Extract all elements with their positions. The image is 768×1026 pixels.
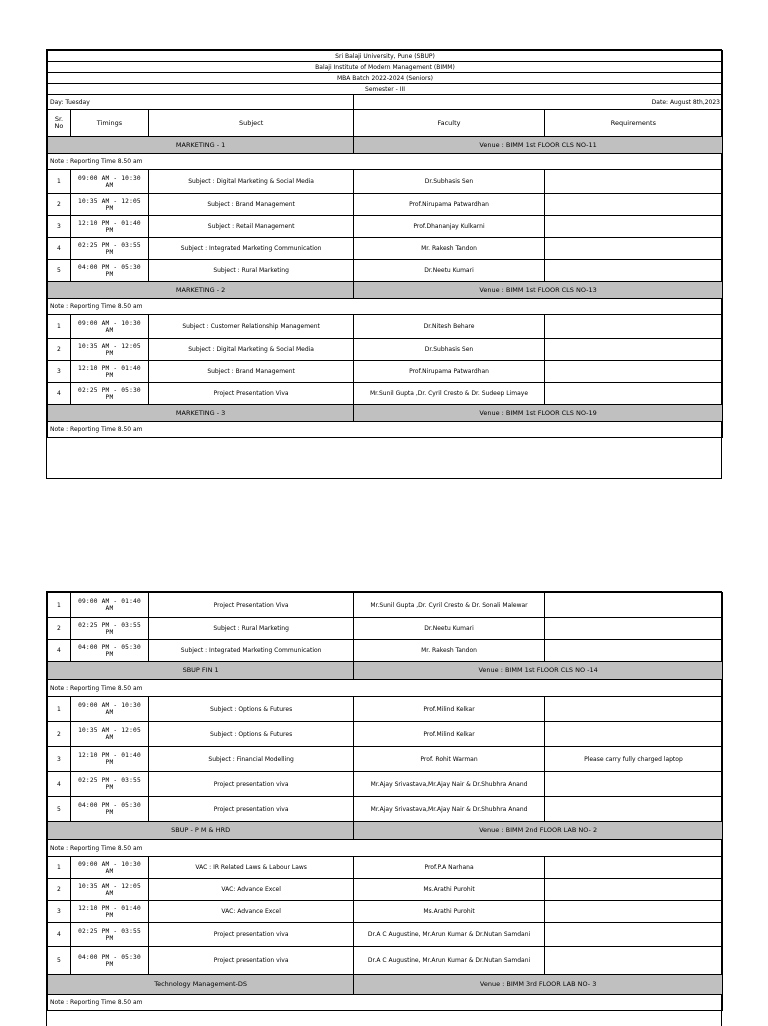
table-row [48, 383, 723, 405]
sr-cell: 4 [48, 238, 71, 260]
section-header-row [48, 282, 723, 299]
requirements-cell [544, 879, 722, 901]
faculty-cell: Prof.Dhananjay Kulkarni [354, 216, 545, 238]
requirements-cell [544, 697, 722, 722]
timing-cell: 04:00 PM - 05:30 PM [70, 797, 148, 822]
sr-cell: 4 [48, 383, 71, 405]
table-row [48, 923, 723, 947]
faculty-cell: Prof. Rohit Warman [354, 747, 545, 772]
faculty-cell: Mr.Ajay Srivastava,Mr.Ajay Nair & Dr.Shubhra Anand [354, 797, 545, 822]
section-header-row [48, 405, 723, 422]
timing-cell: 04:00 PM - 05:30 PM [70, 260, 148, 282]
sr-cell: 4 [48, 772, 71, 797]
sr-cell: 1 [48, 697, 71, 722]
section-header-row [48, 137, 723, 154]
requirements-cell [544, 772, 722, 797]
timetable-sheet-bottom [46, 591, 722, 1026]
note-row [48, 680, 723, 697]
table-row [48, 260, 723, 282]
subject-cell: Subject : Digital Marketing & Social Media [149, 339, 354, 361]
requirements-cell [544, 315, 722, 339]
subject-cell: Subject : Customer Relationship Management [149, 315, 354, 339]
subject-cell: Subject : Options & Futures [149, 697, 354, 722]
table-row [48, 857, 723, 879]
note-row [48, 154, 723, 170]
subject-cell: VAC : IR Related Laws & Labour Laws [149, 857, 354, 879]
requirements-cell [544, 901, 722, 923]
note-row [48, 422, 723, 438]
date-label: Date: August 8th,2023 [354, 95, 723, 110]
sr-cell: 5 [48, 797, 71, 822]
reporting-note: Note : Reporting Time 8.50 am [48, 299, 723, 315]
reporting-note: Note : Reporting Time 8.50 am [48, 680, 723, 697]
requirements-cell [544, 797, 722, 822]
table-row [48, 722, 723, 747]
requirements-cell [544, 857, 722, 879]
sr-cell: 5 [48, 260, 71, 282]
sr-cell: 2 [48, 879, 71, 901]
section-venue: Venue : BIMM 1st FLOOR CLS NO-13 [354, 282, 723, 299]
table-row [48, 947, 723, 975]
timing-cell: 02:25 PM - 03:55 PM [70, 618, 148, 640]
note-row [48, 299, 723, 315]
timing-cell: 09:00 AM - 10:30 AM [70, 857, 148, 879]
timing-cell: 02:25 PM - 03:55 PM [70, 923, 148, 947]
section-venue: Venue : BIMM 3rd FLOOR LAB NO- 3 [354, 975, 723, 995]
requirements-cell [544, 216, 722, 238]
title-row [48, 84, 723, 95]
section-header-row [48, 975, 723, 995]
requirements-cell [544, 640, 722, 662]
faculty-cell: Prof.Milind Kelkar [354, 697, 545, 722]
timing-cell: 09:00 AM - 10:30 AM [70, 315, 148, 339]
timing-cell: 12:10 PM - 01:40 PM [70, 901, 148, 923]
column-header: Timings [70, 110, 148, 137]
table-row [48, 697, 723, 722]
faculty-cell: Dr.A C Augustine, Mr.Arun Kumar & Dr.Nutan Samdani [354, 923, 545, 947]
timing-cell: 02:25 PM - 03:55 PM [70, 238, 148, 260]
timing-cell: 09:00 AM - 01:40 AM [70, 593, 148, 618]
timing-cell: 10:35 AM - 12:05 AM [70, 722, 148, 747]
university-name: Sri Balaji University, Pune (SBUP) [48, 51, 723, 62]
section-name: MARKETING - 3 [48, 405, 354, 422]
faculty-cell: Dr.A C Augustine, Mr.Arun Kumar & Dr.Nutan Samdani [354, 947, 545, 975]
subject-cell: Subject : Integrated Marketing Communication [149, 238, 354, 260]
table-row [48, 315, 723, 339]
table-row [48, 901, 723, 923]
requirements-cell [544, 170, 722, 194]
reporting-note: Note : Reporting Time 8.50 am [48, 995, 723, 1011]
batch-name: MBA Batch 2022-2024 (Seniors) [48, 73, 723, 84]
requirements-cell [544, 383, 722, 405]
reporting-note: Note : Reporting Time 8.50 am [48, 422, 723, 438]
subject-cell: Project presentation viva [149, 923, 354, 947]
sr-cell: 1 [48, 315, 71, 339]
section-header-row [48, 822, 723, 840]
timing-cell: 02:25 PM - 03:55 PM [70, 772, 148, 797]
reporting-note: Note : Reporting Time 8.50 am [48, 154, 723, 170]
faculty-cell: Dr.Subhasis Sen [354, 339, 545, 361]
subject-cell: VAC: Advance Excel [149, 879, 354, 901]
faculty-cell: Mr.Ajay Srivastava,Mr.Ajay Nair & Dr.Shubhra Anand [354, 772, 545, 797]
section-name: MARKETING - 1 [48, 137, 354, 154]
requirements-cell [544, 339, 722, 361]
requirements-cell [544, 593, 722, 618]
section-name: Technology Management-DS [48, 975, 354, 995]
table-row [48, 797, 723, 822]
requirements-cell [544, 722, 722, 747]
day-date-row [48, 95, 723, 110]
subject-cell: Project presentation viva [149, 772, 354, 797]
sr-cell: 2 [48, 339, 71, 361]
sr-cell: 1 [48, 170, 71, 194]
timing-cell: 02:25 PM - 05:30 PM [70, 383, 148, 405]
section-venue: Venue : BIMM 1st FLOOR CLS NO-11 [354, 137, 723, 154]
requirements-cell [544, 618, 722, 640]
subject-cell: Subject : Brand Management [149, 361, 354, 383]
subject-cell: VAC: Advance Excel [149, 901, 354, 923]
timing-cell: 10:35 AM - 12:05 AM [70, 879, 148, 901]
semester-name: Semester - III [48, 84, 723, 95]
faculty-cell: Mr.Sunil Gupta ,Dr. Cyril Cresto & Dr. Sudeep Limaye [354, 383, 545, 405]
sr-cell: 3 [48, 747, 71, 772]
table-row [48, 238, 723, 260]
subject-cell: Subject : Brand Management [149, 194, 354, 216]
faculty-cell: Dr.Subhasis Sen [354, 170, 545, 194]
reporting-note: Note : Reporting Time 8.50 am [48, 840, 723, 857]
faculty-cell: Ms.Arathi Purohit [354, 901, 545, 923]
sr-cell: 3 [48, 361, 71, 383]
section-venue: Venue : BIMM 1st FLOOR CLS NO-19 [354, 405, 723, 422]
subject-cell: Subject : Options & Futures [149, 722, 354, 747]
timing-cell: 10:35 AM - 12:05 PM [70, 339, 148, 361]
timing-cell: 09:00 AM - 10:30 AM [70, 170, 148, 194]
table-row [48, 339, 723, 361]
column-header: Subject [149, 110, 354, 137]
column-header: Sr. No [48, 110, 71, 137]
faculty-cell: Prof.P.A Narhana [354, 857, 545, 879]
sr-cell: 2 [48, 194, 71, 216]
sr-cell: 2 [48, 618, 71, 640]
table-row [48, 747, 723, 772]
faculty-cell: Mr. Rakesh Tandon [354, 640, 545, 662]
title-row [48, 73, 723, 84]
requirements-cell [544, 361, 722, 383]
requirements-cell [544, 923, 722, 947]
timetable-bottom [47, 592, 723, 1011]
table-row [48, 170, 723, 194]
sr-cell: 1 [48, 593, 71, 618]
timing-cell: 12:10 PM - 01:40 PM [70, 747, 148, 772]
subject-cell: Subject : Rural Marketing [149, 260, 354, 282]
requirements-cell: Please carry fully charged laptop [544, 747, 722, 772]
subject-cell: Subject : Rural Marketing [149, 618, 354, 640]
requirements-cell [544, 947, 722, 975]
table-row [48, 772, 723, 797]
table-row [48, 194, 723, 216]
section-name: SBUP FIN 1 [48, 662, 354, 680]
section-name: SBUP - P M & HRD [48, 822, 354, 840]
section-name: MARKETING - 2 [48, 282, 354, 299]
faculty-cell: Mr.Sunil Gupta ,Dr. Cyril Cresto & Dr. Sonali Malewar [354, 593, 545, 618]
sr-cell: 2 [48, 722, 71, 747]
sr-cell: 4 [48, 640, 71, 662]
timing-cell: 10:35 AM - 12:05 PM [70, 194, 148, 216]
faculty-cell: Dr.Neetu Kumari [354, 260, 545, 282]
timing-cell: 09:00 AM - 10:30 AM [70, 697, 148, 722]
timing-cell: 12:10 PM - 01:40 PM [70, 216, 148, 238]
timing-cell: 12:10 PM - 01:40 PM [70, 361, 148, 383]
sr-cell: 4 [48, 923, 71, 947]
day-label: Day: Tuesday [48, 95, 354, 110]
faculty-cell: Prof.Milind Kelkar [354, 722, 545, 747]
subject-cell: Subject : Digital Marketing & Social Media [149, 170, 354, 194]
table-row [48, 216, 723, 238]
column-header: Faculty [354, 110, 545, 137]
faculty-cell: Prof.Nirupama Patwardhan [354, 361, 545, 383]
column-header: Requirements [544, 110, 722, 137]
sr-cell: 3 [48, 901, 71, 923]
timing-cell: 04:00 PM - 05:30 PM [70, 640, 148, 662]
note-row [48, 995, 723, 1011]
timetable-top [47, 50, 723, 438]
section-venue: Venue : BIMM 1st FLOOR CLS NO -14 [354, 662, 723, 680]
faculty-cell: Dr.Nitesh Behare [354, 315, 545, 339]
subject-cell: Project Presentation Viva [149, 383, 354, 405]
table-row [48, 879, 723, 901]
table-row [48, 618, 723, 640]
requirements-cell [544, 260, 722, 282]
column-header-row [48, 110, 723, 137]
faculty-cell: Ms.Arathi Purohit [354, 879, 545, 901]
note-row [48, 840, 723, 857]
faculty-cell: Prof.Nirupama Patwardhan [354, 194, 545, 216]
requirements-cell [544, 238, 722, 260]
table-row [48, 640, 723, 662]
subject-cell: Subject : Financial Modelling [149, 747, 354, 772]
timing-cell: 04:00 PM - 05:30 PM [70, 947, 148, 975]
faculty-cell: Mr. Rakesh Tandon [354, 238, 545, 260]
subject-cell: Project Presentation Viva [149, 593, 354, 618]
subject-cell: Project presentation viva [149, 797, 354, 822]
sr-cell: 1 [48, 857, 71, 879]
subject-cell: Subject : Integrated Marketing Communication [149, 640, 354, 662]
institute-name: Balaji Institute of Modern Management (BIMM) [48, 62, 723, 73]
title-row [48, 51, 723, 62]
table-row [48, 593, 723, 618]
timetable-sheet-top [46, 49, 722, 479]
subject-cell: Subject : Retail Management [149, 216, 354, 238]
requirements-cell [544, 194, 722, 216]
sr-cell: 3 [48, 216, 71, 238]
title-row [48, 62, 723, 73]
faculty-cell: Dr.Neetu Kumari [354, 618, 545, 640]
table-row [48, 361, 723, 383]
section-header-row [48, 662, 723, 680]
sr-cell: 5 [48, 947, 71, 975]
section-venue: Venue : BIMM 2nd FLOOR LAB NO- 2 [354, 822, 723, 840]
subject-cell: Project presentation viva [149, 947, 354, 975]
